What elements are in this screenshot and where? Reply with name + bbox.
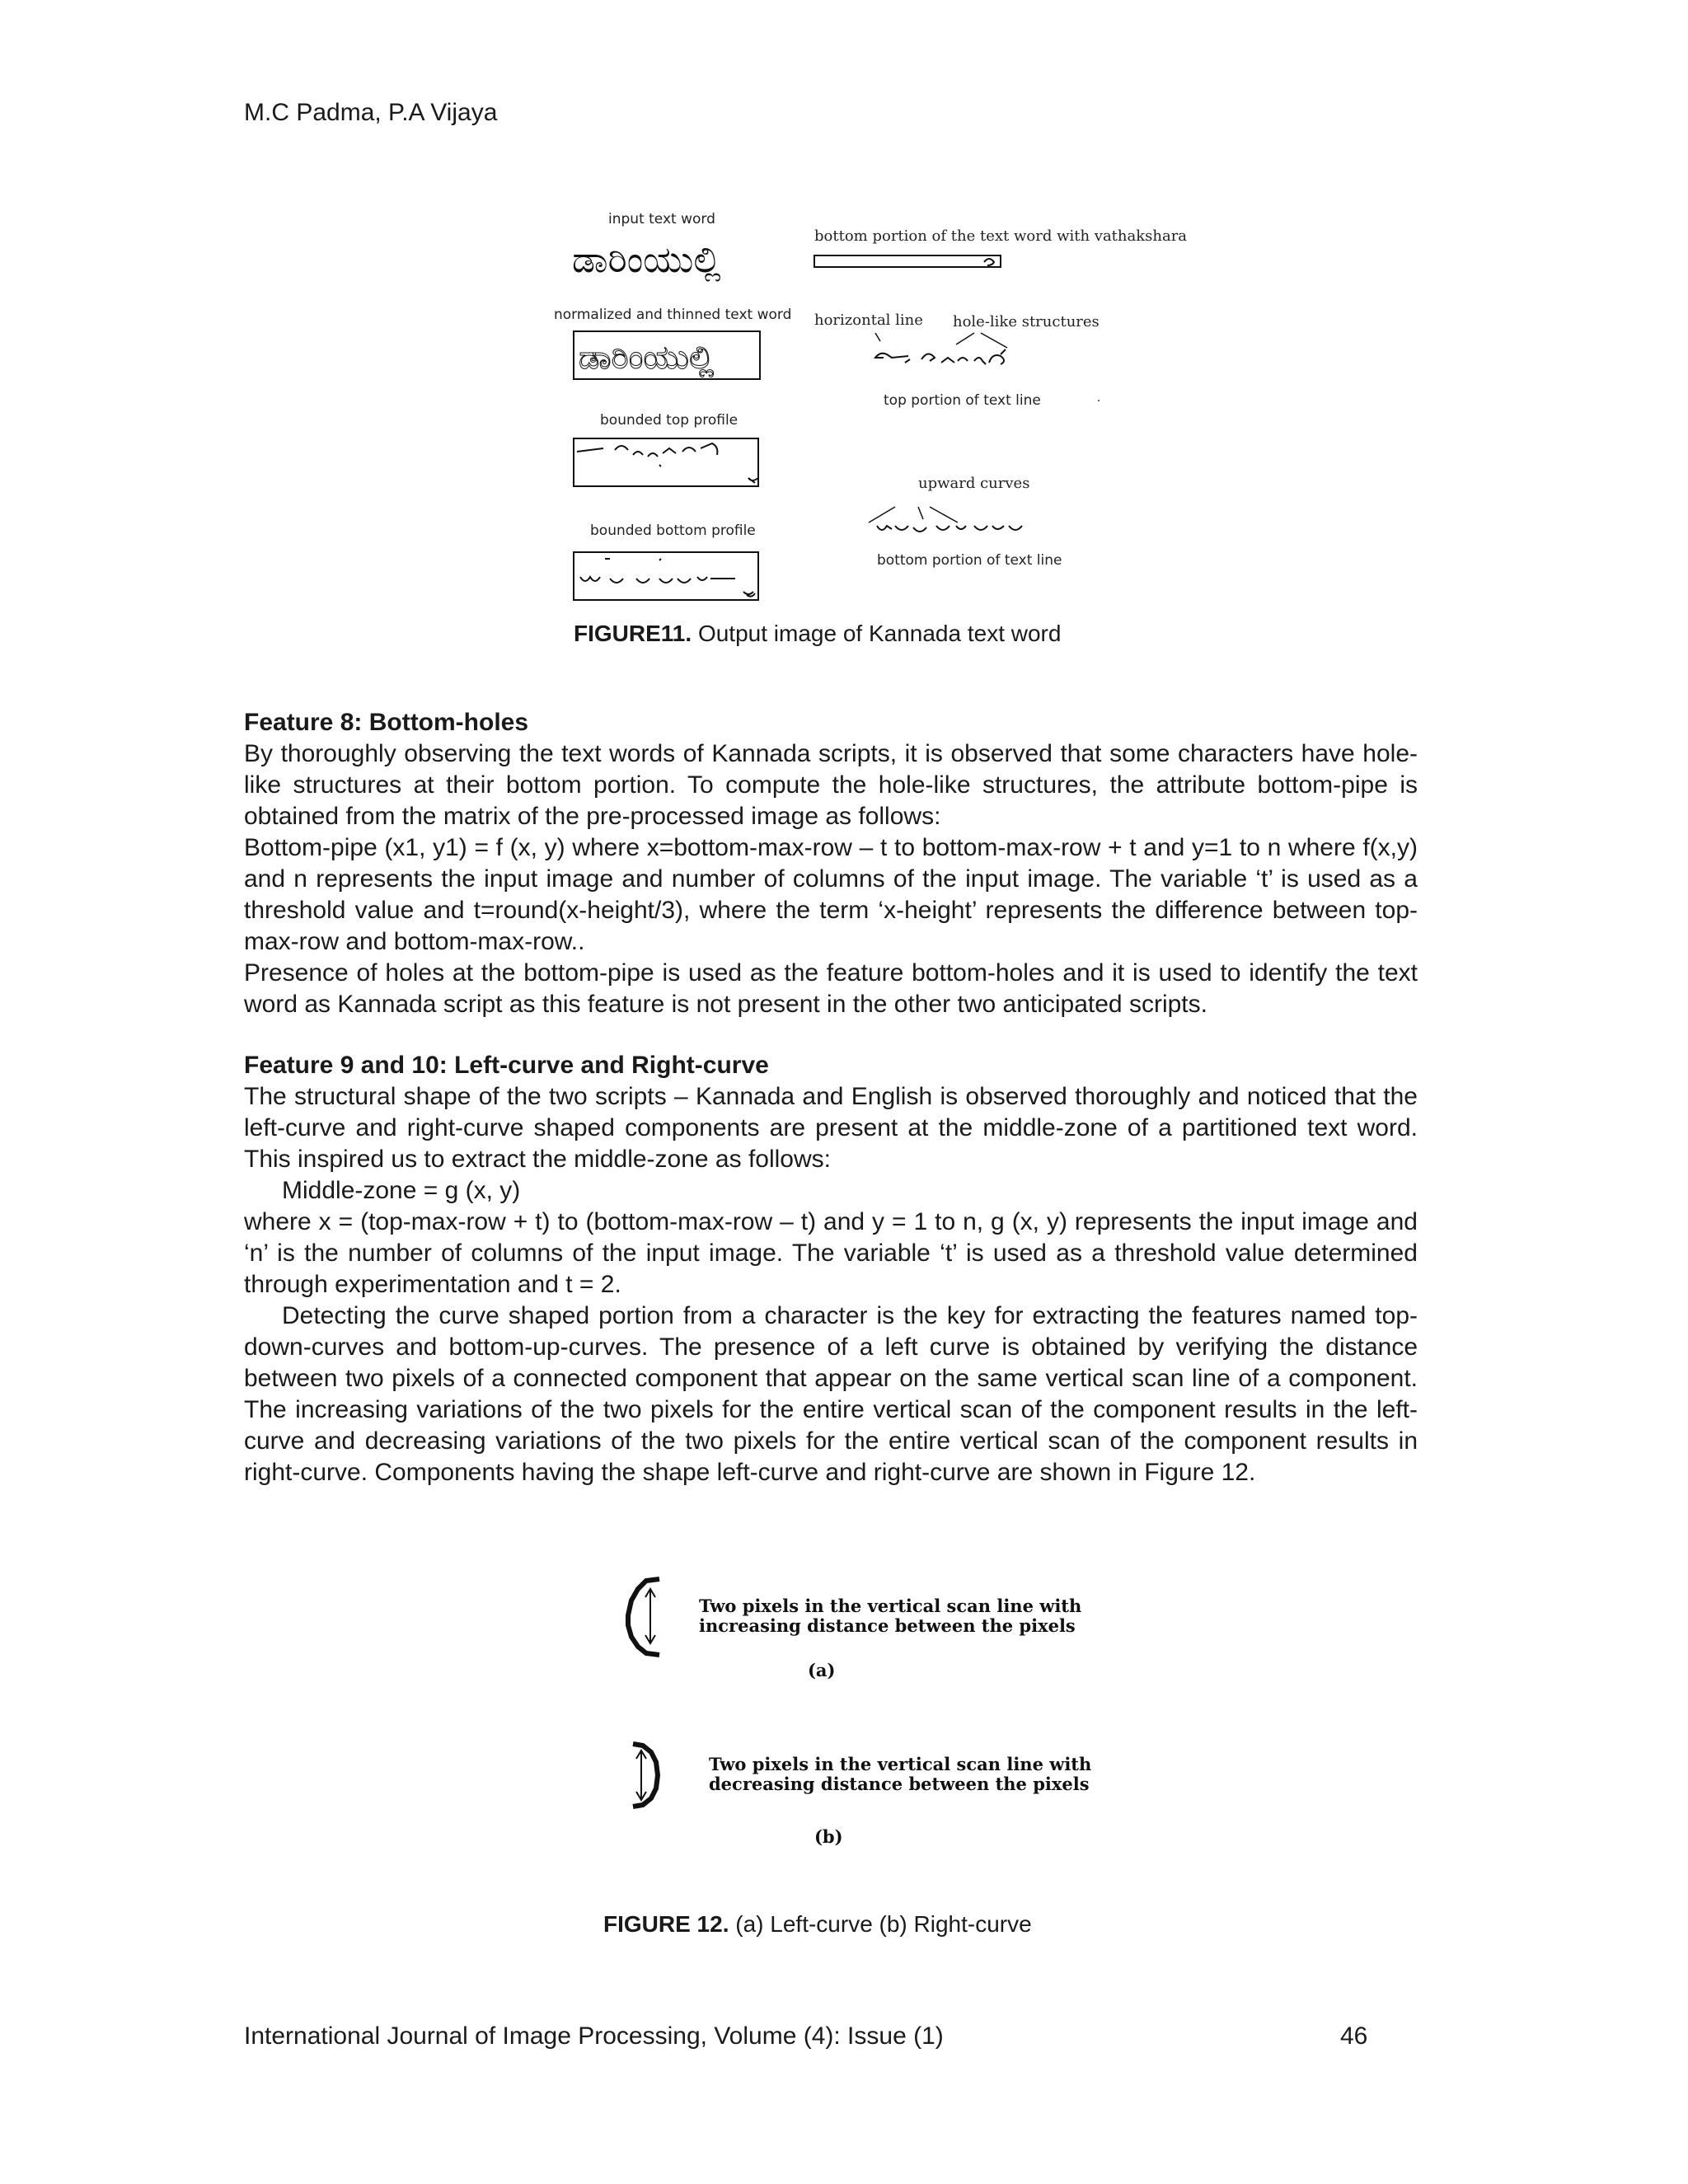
label-bounded-top-profile: bounded top profile bbox=[600, 412, 738, 429]
figure-12-caption-label: FIGURE 12. bbox=[603, 1911, 729, 1937]
figure-12b-line-1: Two pixels in the vertical scan line with bbox=[709, 1754, 1092, 1774]
feature-8-heading: Feature 8: Bottom-holes bbox=[244, 709, 529, 736]
footer-page-number: 46 bbox=[1340, 2022, 1368, 2050]
label-horizontal-line: horizontal line bbox=[814, 312, 923, 329]
label-top-portion-text-line: top portion of text line bbox=[884, 392, 1041, 409]
thinned-kannada-word: ಡಾರಿಂಯುಲ್ಲಿ bbox=[579, 339, 715, 377]
figure-11-drawing bbox=[546, 199, 1164, 608]
label-normalized-thinned: normalized and thinned text word bbox=[554, 307, 792, 323]
vathakshara-bar bbox=[814, 255, 1001, 267]
feature-8-paragraph-3: Presence of holes at the bottom-pipe is used as the feature bottom-holes and it is used to identify the text word as Kannada script as this feature is not present in the other two anticipated scripts. bbox=[244, 959, 1418, 1018]
figure-11-image bbox=[546, 199, 1188, 608]
figure-12b-tag: (b) bbox=[814, 1826, 843, 1847]
label-input-text-word: input text word bbox=[608, 211, 715, 227]
top-profile-box bbox=[574, 438, 758, 486]
figure-12a-tag: (a) bbox=[808, 1660, 836, 1680]
figure-12a-line-2: increasing distance between the pixels bbox=[699, 1615, 1076, 1636]
feature-9-paragraph-2: where x = (top-max-row + t) to (bottom-max-row – t) and y = 1 to n, g (x, y) represents the input image and ‘n’ is the number of columns of the input image. The variable ‘t’ is used as a threshold value determined through experimentation and t = 2. bbox=[244, 1208, 1418, 1298]
figure-11-caption-label: FIGURE11. bbox=[574, 621, 692, 646]
feature-8-paragraph-2: Bottom-pipe (x1, y1) = f (x, y) where x=bottom-max-row – t to bottom-max-row + t and y=1 to n where f(x,y) and n represents the input image and number of columns of the input image. The variable ‘t’ is used as a threshold value and t=round(x-height/3), where the term ‘x-height’ represents the difference between top-max-row and bottom-max-row.. bbox=[244, 834, 1418, 955]
label-bounded-bottom-profile: bounded bottom profile bbox=[590, 523, 756, 539]
figure-12-caption-text: (a) Left-curve (b) Right-curve bbox=[729, 1911, 1032, 1937]
label-bottom-portion-text-line: bottom portion of text line bbox=[877, 552, 1062, 569]
kannada-input-word: ಡಾರಿಂಯುಲ್ಲಿ bbox=[572, 239, 721, 281]
label-upward-curves: upward curves bbox=[918, 475, 1030, 492]
figure-12b-line-2: decreasing distance between the pixels bbox=[709, 1774, 1090, 1794]
feature-9-paragraph-1: The structural shape of the two scripts – Kannada and English is observed thoroughly and noticed that the left-curve and right-curve shaped components are present at the middle-zone of a partitioned text word. This inspired us to extract the middle-zone as follows: bbox=[244, 1083, 1418, 1173]
label-bottom-portion-vathakshara: bottom portion of the text word with vathakshara bbox=[814, 227, 1188, 245]
middle-zone-formula: Middle-zone = g (x, y) bbox=[282, 1177, 521, 1204]
bottom-profile-strokes bbox=[580, 559, 755, 597]
right-curve-shape bbox=[633, 1744, 658, 1807]
figure-11-caption bbox=[574, 620, 1061, 648]
left-curve-arrow bbox=[645, 1589, 655, 1643]
figure-12-image bbox=[546, 1549, 1139, 1871]
top-profile-strokes bbox=[577, 443, 758, 483]
label-hole-like-structures: hole-like structures bbox=[953, 313, 1100, 330]
feature-9-10-heading: Feature 9 and 10: Left-curve and Right-curve bbox=[244, 1052, 769, 1079]
figure-11-caption-text: Output image of Kannada text word bbox=[692, 621, 1062, 646]
feature-9-paragraph-3: Detecting the curve shaped portion from a character is the key for extracting the features named top-down-curves and bottom-up-curves. The presence of a left curve is obtained by verifying the distance between two pixels of a connected component that appear on the same vertical scan line of a component. The increasing variations of the two pixels for the entire vertical scan of the component results in the left-curve and decreasing variations of the two pixels for the entire vertical scan of the component results in right-curve. Components having the shape left-curve and right-curve are shown in Figure 12. bbox=[244, 1302, 1418, 1486]
bottom-profile-box bbox=[574, 552, 758, 600]
footer-journal-name: International Journal of Image Processing, Volume (4): Issue (1) bbox=[244, 2022, 944, 2050]
left-curve-shape bbox=[628, 1579, 659, 1655]
running-header-authors: M.C Padma, P.A Vijaya bbox=[244, 99, 498, 126]
figure-12a-line-1: Two pixels in the vertical scan line with bbox=[699, 1596, 1082, 1616]
figure-12-caption bbox=[603, 1910, 1032, 1938]
right-curve-arrow bbox=[636, 1750, 646, 1800]
feature-8-paragraph-1: By thoroughly observing the text words of Kannada scripts, it is observed that some characters have hole-like structures at their bottom portion. To compute the hole-like structures, the attribute bottom-pipe is obtained from the matrix of the pre-processed image as follows: bbox=[244, 740, 1418, 830]
